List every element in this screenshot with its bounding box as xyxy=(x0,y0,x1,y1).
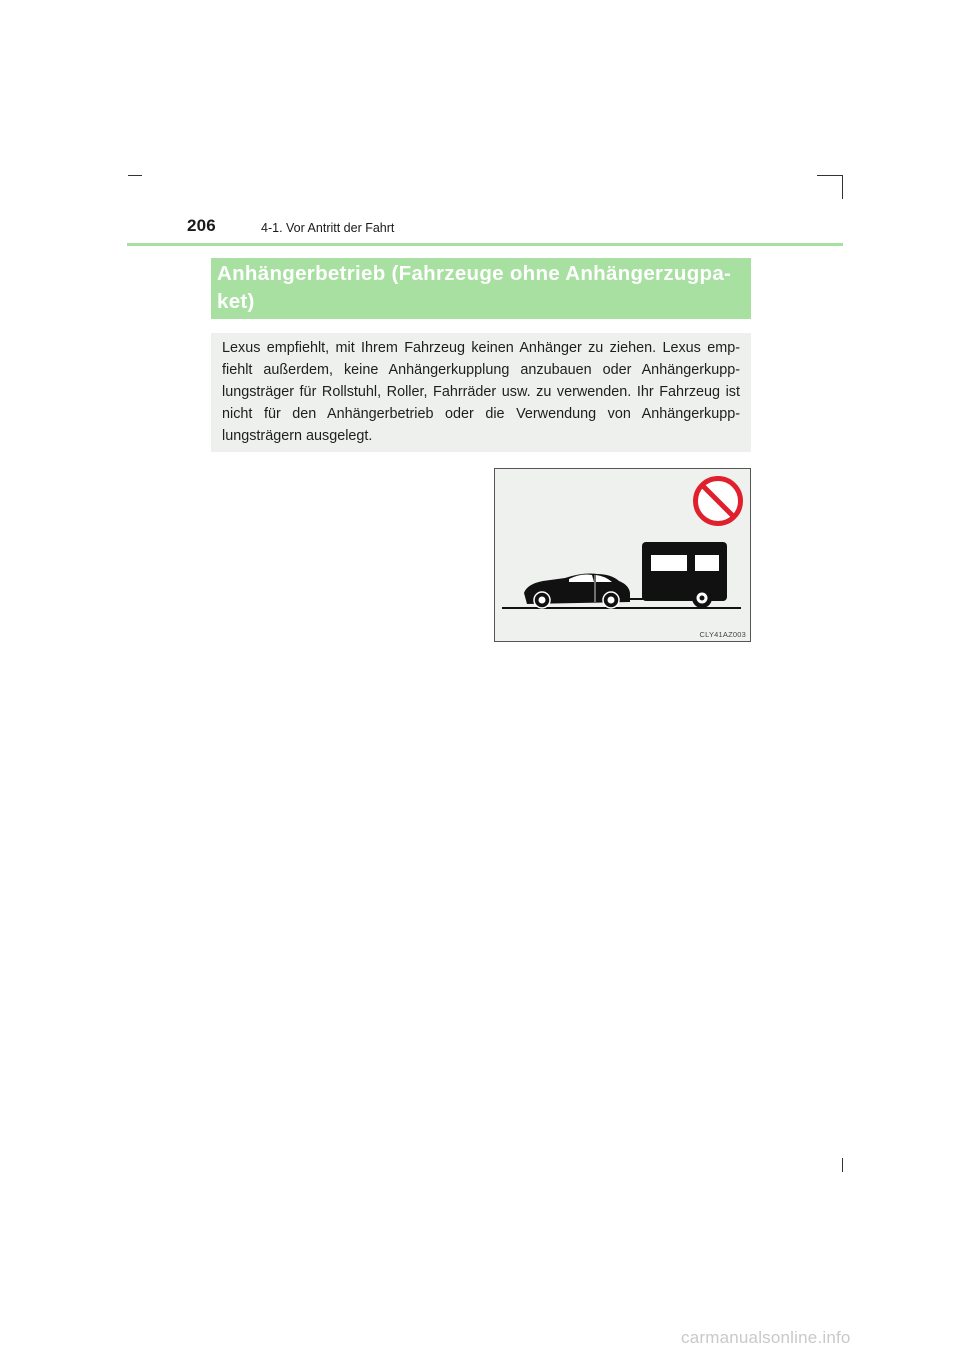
figure-id: CLY41AZ003 xyxy=(699,630,746,639)
towing-illustration xyxy=(495,469,750,641)
section-heading-band xyxy=(211,258,751,319)
running-section-title: 4-1. Vor Antritt der Fahrt xyxy=(261,221,395,235)
header-divider xyxy=(127,243,843,246)
car-icon xyxy=(524,574,630,609)
info-box xyxy=(211,333,751,452)
crop-mark-top-left xyxy=(128,175,142,176)
prohibited-icon xyxy=(696,479,741,524)
towing-prohibited-figure xyxy=(494,468,751,642)
info-text: Lexus empfiehlt, mit Ihrem Fahrzeug keinen Anhänger zu ziehen. Lexus emp-fiehlt außerdem, keine Anhängerkupplung anzubauen oder Anhängerkupp-lungsträger für Rollstuhl, Roller, Fahrräder usw. zu verwenden. Ihr Fahrzeug ist nicht für den Anhängerbetrieb oder die Verwendung von Anhängerkupp-lungsträgern ausgelegt. xyxy=(222,340,740,444)
watermark: carmanualsonline.info xyxy=(681,1328,851,1347)
crop-mark-top-right-h xyxy=(817,175,843,176)
crop-mark-top-right-v xyxy=(842,175,843,199)
trailer-icon xyxy=(621,542,727,608)
crop-mark-bottom-right xyxy=(842,1158,843,1172)
section-heading: Anhängerbetrieb (Fahrzeuge ohne Anhängerzugpa-ket) xyxy=(217,262,732,313)
page-number: 206 xyxy=(187,216,216,235)
